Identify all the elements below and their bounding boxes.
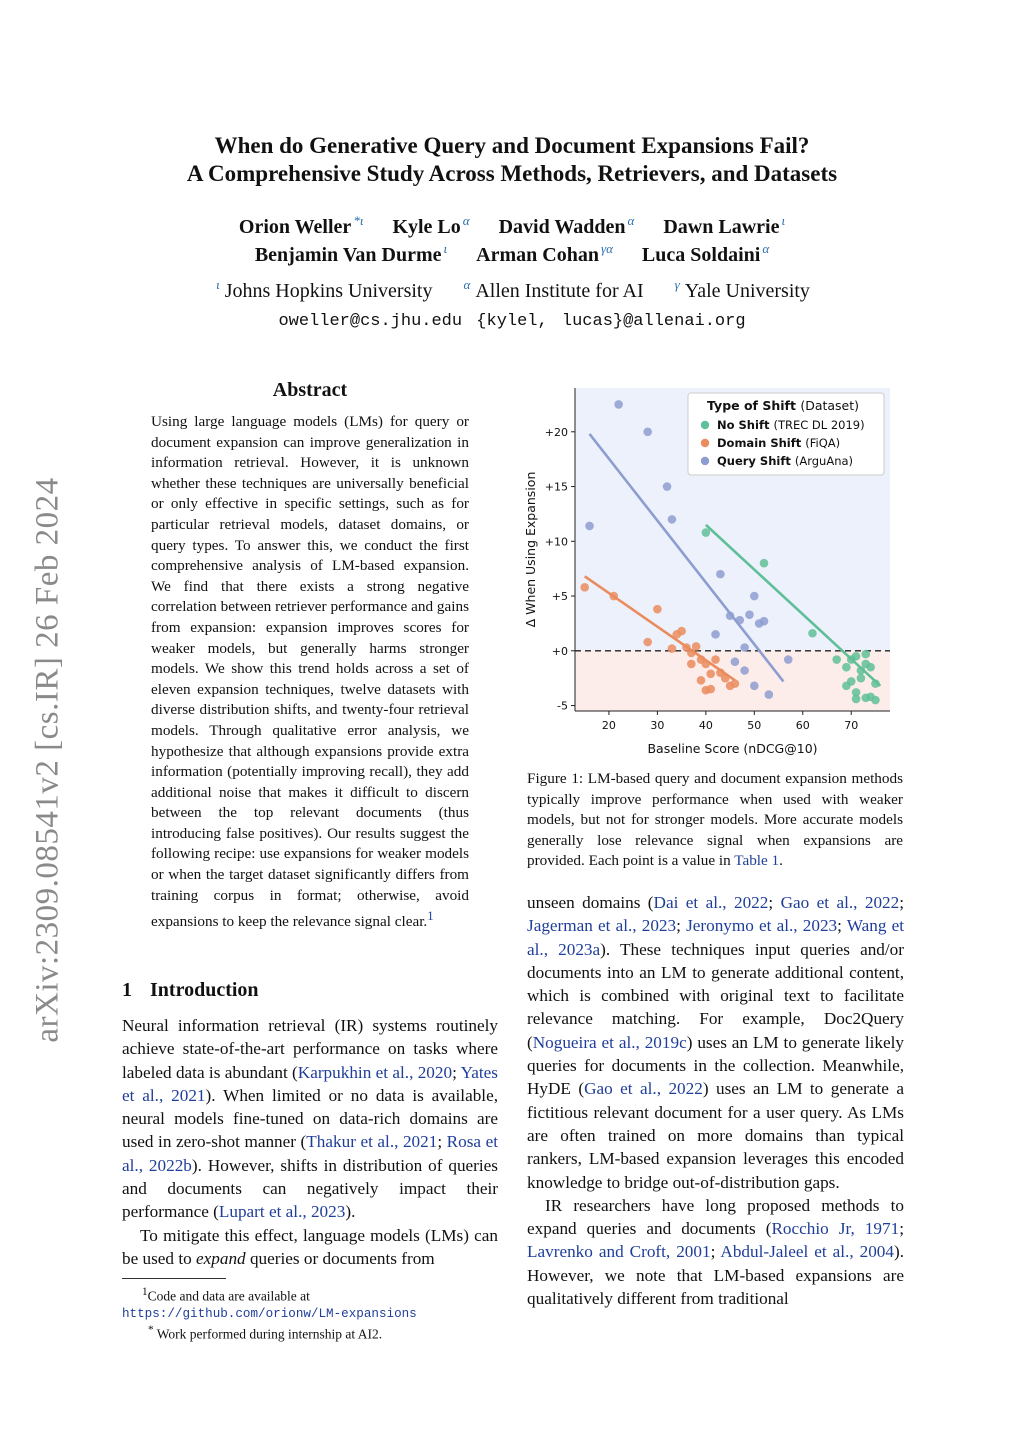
footnote-2: * Work performed during internship at AI2. <box>148 1323 383 1341</box>
abstract-heading: Abstract <box>272 379 348 401</box>
abstract-body: Using large language models (LMs) for query or document expansion can improve generalization in information retrieval. However, it is unknown whether these techniques are universally beneficial or only effective in specific settings, such as for particular retrieval models, dataset domains, or query types. To answer this, we conduct the first comprehensive analysis of LM-based expansion. We find that there exists a strong negative correlation between retriever performance and gains from expansion: expansion improves scores for weaker models, but generally harms stronger models. We show this trend holds across a set of eleven expansion techniques, twelve datasets with diverse distribution shifts, and twenty-four retrieval models. Through qualitative error analysis, we hypothesize that although expansions provide extra information (potentially improving recall), they add additional noise that makes it difficult to discern between the top relevant documents (thus introducing false positives). Our results suggest the following recipe: use expansions for weaker models or when the target dataset significantly differs from training corpus in format; otherwise, avoid expansions to keep the relevance signal clear.$^1$ <box>151 413 469 931</box>
legend-marker <box>701 421 709 429</box>
citation-link[interactable]: Nogueira et al., 2019c <box>532 1032 687 1052</box>
data-point <box>852 695 861 704</box>
data-point <box>697 676 706 685</box>
data-point <box>663 482 672 491</box>
data-point <box>702 660 711 669</box>
data-point <box>726 611 735 620</box>
legend-entry: Query Shift (ArguAna) <box>717 454 854 468</box>
footnote-ref[interactable]: 1 <box>427 909 434 924</box>
data-point <box>765 690 774 699</box>
y-tick-label: +15 <box>544 480 568 494</box>
title-line-2: A Comprehensive Study Across Methods, Retrievers, and Datasets <box>186 161 838 186</box>
intro-paragraph-2: To mitigate this effect, language models (LMs) can be used to expand queries or documents from <box>122 1225 498 1268</box>
section-heading: 1 Introduction <box>122 979 259 1001</box>
x-tick-label: 20 <box>601 719 616 732</box>
data-point <box>832 655 841 664</box>
arxiv-identifier-text: arXiv:2309.08541v2 [cs.IR] 26 Feb 2024 <box>29 477 66 1043</box>
intro-paragraph-3: unseen domains (Dai et al., 2022; Gao et al., 2022; Jagerman et al., 2023; Jeronymo et al., 2023; Wang et al., 2023a). These techniques input queries and/or documents into an LM to generate additional content, which is combined with original text to facilitate relevance matching. For example, Doc2Query (Nogueira et al., 2019c) uses an LM to generate likely queries for documents in the collection. Meanwhile, HyDE (Gao et al., 2022) uses an LM to generate a fictitious relevant document for a user query. As LMs are often trained on more domains than typical rankers, LM-based expansion leverages this encoded knowledge to bridge out-of-distribution gaps. <box>527 893 905 1192</box>
data-point <box>857 674 866 683</box>
data-point <box>711 630 720 639</box>
affiliations <box>0 277 1024 303</box>
citation-link[interactable]: Rocchio Jr, 1971 <box>771 1219 900 1239</box>
author: David Wadden $^\alpha$ <box>498 213 635 238</box>
data-point <box>731 679 740 688</box>
citation-link[interactable]: Karpukhin et al., 2020 <box>297 1062 453 1082</box>
y-tick-label: +0 <box>551 644 568 658</box>
citation-link[interactable]: Wang et al., 2023a <box>527 916 905 959</box>
author: Kyle Lo $^\alpha$ <box>392 213 470 238</box>
legend-marker <box>701 439 709 447</box>
data-point <box>784 655 793 664</box>
data-point <box>866 663 875 672</box>
y-tick-label: +20 <box>544 425 568 439</box>
data-point <box>706 669 715 678</box>
data-point <box>677 627 686 636</box>
figure-caption: Figure 1: LM-based query and document expansion methods typically improve performance when used with weaker models, but not for stronger models. More accurate models generally lose relevance signal when expansions are provided. Each point is a value in Table 1. <box>527 770 903 870</box>
citation-link[interactable]: Abdul-Jaleel et al., 2004 <box>720 1242 894 1262</box>
data-point <box>750 592 759 601</box>
author: Dawn Lawrie $^\iota$ <box>663 213 786 238</box>
citation-link[interactable]: Lupart et al., 2023 <box>218 1202 346 1222</box>
footnote-1: $^1$Code and data are available at https://github.com/orionw/LM-expansions <box>122 1286 417 1321</box>
data-point <box>735 616 744 625</box>
title-line-1: When do Generative Query and Document Expansions Fail? <box>214 133 810 158</box>
code-link[interactable]: https://github.com/orionw/LM-expansions <box>122 1306 417 1321</box>
y-axis-label: Δ When Using Expansion <box>523 471 538 628</box>
x-tick-label: 70 <box>844 719 859 732</box>
intro-paragraph-4: IR researchers have long proposed methods to expand queries and documents (Rocchio Jr, 1971; Lavrenko and Croft, 2001; Abdul-Jaleel et al., 2004). However, we note that LM-based expansions are qualitatively different from traditional <box>527 1195 905 1309</box>
x-tick-label: 60 <box>795 719 810 732</box>
x-axis-label: Baseline Score (nDCG@10) <box>647 741 818 756</box>
affiliation: $^\alpha$ Allen Institute for AI <box>463 277 644 302</box>
data-point <box>643 427 652 436</box>
data-point <box>585 522 594 531</box>
authors-row-1 <box>0 213 1024 239</box>
scatter-chart <box>517 383 907 763</box>
arxiv-identifier <box>18 460 78 1060</box>
affiliation: $^\iota$ Johns Hopkins University <box>216 277 433 302</box>
citation-link[interactable]: Thakur et al., 2021 <box>306 1132 438 1152</box>
footnotes <box>122 1284 502 1342</box>
data-point <box>614 400 623 409</box>
data-point <box>750 682 759 691</box>
chart-legend <box>688 393 884 475</box>
legend-entry: No Shift (TREC DL 2019) <box>717 418 865 432</box>
data-point <box>706 685 715 694</box>
data-point <box>740 666 749 675</box>
intro-right-column <box>527 891 904 1310</box>
data-point <box>760 559 769 568</box>
legend-title: Type of Shift (Dataset) <box>707 398 860 413</box>
data-point <box>668 644 677 653</box>
paper-title <box>0 132 1024 188</box>
author: Benjamin Van Durme $^\iota$ <box>254 241 448 266</box>
data-point <box>580 583 589 592</box>
citation-link[interactable]: Yates et al., 2021 <box>122 1062 498 1105</box>
data-point <box>847 655 856 664</box>
table-link[interactable]: Table 1 <box>734 852 780 870</box>
legend-marker <box>701 457 709 465</box>
data-point <box>692 642 701 651</box>
data-point <box>702 528 711 537</box>
data-point <box>760 617 769 626</box>
data-point <box>609 592 618 601</box>
x-tick-label: 40 <box>698 719 713 732</box>
author: Luca Soldaini $^\alpha$ <box>641 241 770 266</box>
data-point <box>653 605 662 614</box>
data-point <box>745 610 754 619</box>
y-tick-label: -5 <box>557 699 568 713</box>
citation-link[interactable]: Lavrenko and Croft, 2001 <box>527 1242 711 1262</box>
data-point <box>842 663 851 672</box>
data-point <box>687 660 696 669</box>
x-tick-label: 50 <box>747 719 762 732</box>
author: Arman Cohan $^{\gamma\alpha}$ <box>476 241 613 266</box>
citation-link[interactable]: Rosa et al., 2022b <box>122 1132 498 1175</box>
affiliation: $^\gamma$ Yale University <box>674 277 810 302</box>
data-point <box>871 679 880 688</box>
y-tick-label: +5 <box>551 590 568 604</box>
citation-link[interactable]: Dai et al., 2022 <box>653 893 769 912</box>
data-point <box>861 650 870 659</box>
author-emails: oweller@cs.jhu.edu {kylel, lucas}@allenai.org <box>278 312 746 331</box>
data-point <box>731 657 740 666</box>
data-point <box>711 655 720 664</box>
data-point <box>842 682 851 691</box>
citation-link[interactable]: Gao et al., 2022 <box>780 893 900 912</box>
figure-1 <box>517 383 907 763</box>
y-tick-label: +10 <box>544 535 568 549</box>
data-point <box>668 515 677 524</box>
legend-entry: Domain Shift (FiQA) <box>717 436 841 450</box>
data-point <box>871 696 880 705</box>
data-point <box>808 629 817 638</box>
x-tick-label: 30 <box>650 719 665 732</box>
data-point <box>716 570 725 579</box>
citation-link[interactable]: Jeronymo et al., 2023 <box>686 916 838 936</box>
citation-link[interactable]: Gao et al., 2022 <box>584 1079 703 1099</box>
data-point <box>643 638 652 647</box>
citation-link[interactable]: Jagerman et al., 2023 <box>527 916 677 936</box>
intro-left-column <box>122 1014 498 1270</box>
data-point <box>740 643 749 652</box>
footnote-divider <box>122 1278 226 1279</box>
author: Orion Weller $^{*\iota}$ <box>238 213 364 238</box>
data-point <box>721 674 730 683</box>
authors-row-2 <box>0 241 1024 267</box>
intro-paragraph-1: Neural information retrieval (IR) systems routinely achieve state-of-the-art performance on tasks where labeled data is abundant (Karpukhin et al., 2020; Yates et al., 2021). When limited or no data is available, neural models fine-tuned on data-rich domains are used in zero-shot manner (Thakur et al., 2021; Rosa et al., 2022b). However, shifts in distribution of queries and documents can negatively impact their performance (Lupart et al., 2023). <box>122 1016 498 1222</box>
